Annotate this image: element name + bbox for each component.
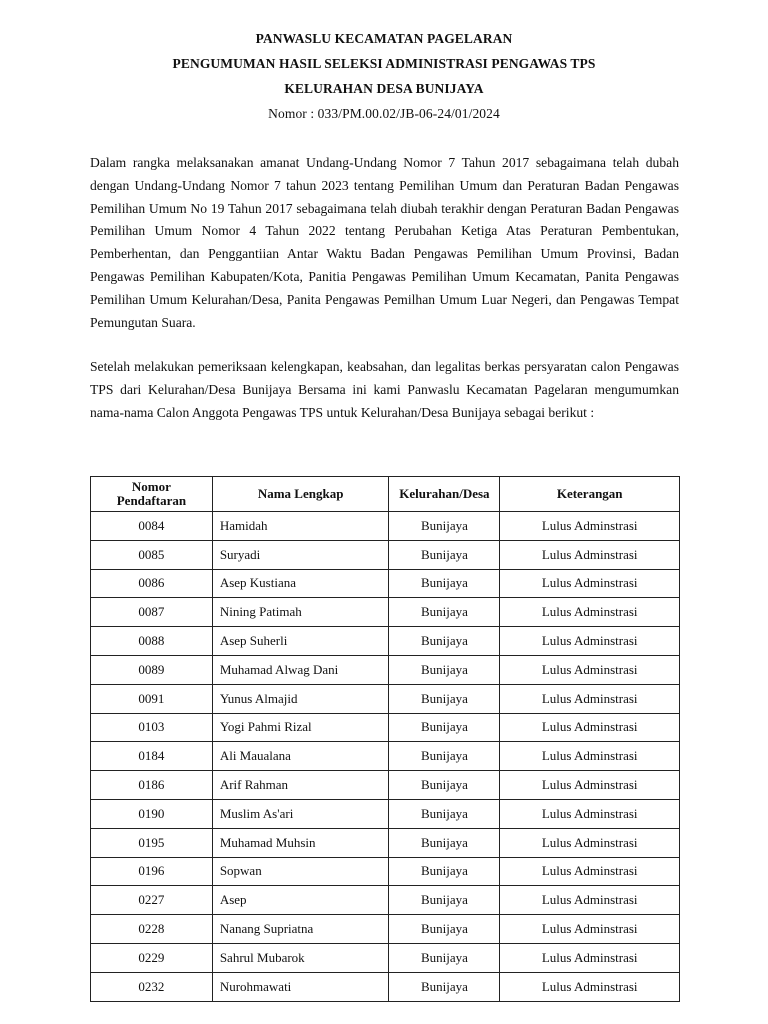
cell-desa: Bunijaya — [389, 943, 500, 972]
cell-keterangan: Lulus Adminstrasi — [500, 655, 680, 684]
table-row — [91, 598, 680, 627]
cell-nama: Asep Suherli — [212, 627, 389, 656]
header-keterangan: Keterangan — [500, 477, 680, 512]
cell-nama: Nining Patimah — [212, 598, 389, 627]
paragraph-legal-basis: Dalam rangka melaksanakan amanat Undang-Undang Nomor 7 Tahun 2017 sebagaimana telah dubah dengan Undang-Undang Nomor 7 tahun 2023 tentang Pemilihan Umum dan Peraturan Badan Pengawas Pemilihan Umum No 19 Tahun 2017 sebagaimana telah diubah terakhir dengan Peraturan Badan Pengawas Pemilihan Umum Nomor 4 Tahun 2022 tentang Perubahan Ketiga Atas Peraturan Pembentukan, Pemberhentan, dan Penggantiian Antar Waktu Badan Pengawas Pemilihan Umum Provinsi, Badan Pengawas Pemilihan Kabupaten/Kota, Panitia Pengawas Pemilihan Umum Kecamatan, Panita Pengawas Pemilihan Umum Kelurahan/Desa, Panita Pengawas Pemilhan Umum Luar Negeri, dan Pengawas Tempat Pemungutan Suara. — [90, 155, 679, 330]
cell-nomor: 0227 — [91, 886, 213, 915]
table-header-row — [91, 477, 680, 512]
table-row — [91, 828, 680, 857]
table-row — [91, 655, 680, 684]
cell-nama: Sahrul Mubarok — [212, 943, 389, 972]
cell-desa: Bunijaya — [389, 857, 500, 886]
cell-desa: Bunijaya — [389, 569, 500, 598]
cell-desa: Bunijaya — [389, 972, 500, 1001]
header-kelurahan-desa: Kelurahan/Desa — [389, 477, 500, 512]
cell-nama: Arif Rahman — [212, 771, 389, 800]
cell-desa: Bunijaya — [389, 540, 500, 569]
cell-desa: Bunijaya — [389, 742, 500, 771]
cell-desa: Bunijaya — [389, 713, 500, 742]
cell-nomor: 0186 — [91, 771, 213, 800]
header-nama-lengkap: Nama Lengkap — [212, 477, 389, 512]
table-row — [91, 915, 680, 944]
cell-nama: Muhamad Muhsin — [212, 828, 389, 857]
cell-keterangan: Lulus Adminstrasi — [500, 713, 680, 742]
cell-nomor: 0228 — [91, 915, 213, 944]
table-row — [91, 943, 680, 972]
table-row — [91, 742, 680, 771]
table-row — [91, 713, 680, 742]
table-row — [91, 540, 680, 569]
cell-nama: Asep — [212, 886, 389, 915]
cell-keterangan: Lulus Adminstrasi — [500, 598, 680, 627]
table-row — [91, 857, 680, 886]
cell-nomor: 0184 — [91, 742, 213, 771]
org-title: PANWASLU KECAMATAN PAGELARAN — [255, 31, 513, 46]
cell-nama: Muhamad Alwag Dani — [212, 655, 389, 684]
table-row — [91, 512, 680, 541]
cell-desa: Bunijaya — [389, 799, 500, 828]
cell-nomor: 0089 — [91, 655, 213, 684]
cell-nama: Nanang Supriatna — [212, 915, 389, 944]
cell-keterangan: Lulus Adminstrasi — [500, 512, 680, 541]
header-nomor-line2: Pendaftaran — [116, 493, 187, 508]
table-row — [91, 799, 680, 828]
header-nomor-pendaftaran — [91, 477, 213, 512]
header-nomor-line1: Nomor — [131, 479, 171, 494]
cell-desa: Bunijaya — [389, 828, 500, 857]
cell-desa: Bunijaya — [389, 655, 500, 684]
cell-keterangan: Lulus Adminstrasi — [500, 569, 680, 598]
cell-nama: Ali Maualana — [212, 742, 389, 771]
cell-nomor: 0190 — [91, 799, 213, 828]
cell-desa: Bunijaya — [389, 598, 500, 627]
cell-nama: Yunus Almajid — [212, 684, 389, 713]
cell-nama: Suryadi — [212, 540, 389, 569]
cell-keterangan: Lulus Adminstrasi — [500, 943, 680, 972]
cell-keterangan: Lulus Adminstrasi — [500, 742, 680, 771]
cell-nomor: 0087 — [91, 598, 213, 627]
cell-desa: Bunijaya — [389, 512, 500, 541]
cell-keterangan: Lulus Adminstrasi — [500, 540, 680, 569]
cell-nomor: 0088 — [91, 627, 213, 656]
cell-nama: Yogi Pahmi Rizal — [212, 713, 389, 742]
cell-desa: Bunijaya — [389, 771, 500, 800]
cell-nama: Nurohmawati — [212, 972, 389, 1001]
cell-nomor: 0086 — [91, 569, 213, 598]
cell-keterangan: Lulus Adminstrasi — [500, 857, 680, 886]
cell-desa: Bunijaya — [389, 915, 500, 944]
table-row — [91, 627, 680, 656]
cell-keterangan: Lulus Adminstrasi — [500, 627, 680, 656]
announcement-title: PENGUMUMAN HASIL SELEKSI ADMINISTRASI PENGAWAS TPS — [172, 56, 596, 71]
cell-nomor: 0085 — [91, 540, 213, 569]
cell-keterangan: Lulus Adminstrasi — [500, 684, 680, 713]
cell-nomor: 0195 — [91, 828, 213, 857]
cell-nomor: 0084 — [91, 512, 213, 541]
cell-nama: Sopwan — [212, 857, 389, 886]
cell-nomor: 0103 — [91, 713, 213, 742]
village-title: KELURAHAN DESA BUNIJAYA — [284, 81, 484, 96]
table-row — [91, 771, 680, 800]
results-table — [90, 476, 680, 1002]
cell-nomor: 0232 — [91, 972, 213, 1001]
cell-nomor: 0229 — [91, 943, 213, 972]
cell-nomor: 0091 — [91, 684, 213, 713]
cell-nama: Hamidah — [212, 512, 389, 541]
table-row — [91, 569, 680, 598]
cell-desa: Bunijaya — [389, 684, 500, 713]
paragraph-announcement: Setelah melakukan pemeriksaan kelengkapan, keabsahan, dan legalitas berkas persyaratan calon Pengawas TPS dari Kelurahan/Desa Bunijaya Bersama ini kami Panwaslu Kecamatan Pagelaran mengumumkan nama-nama Calon Anggota Pengawas TPS untuk Kelurahan/Desa Bunijaya sebagai berikut : — [90, 359, 679, 420]
cell-nomor: 0196 — [91, 857, 213, 886]
cell-keterangan: Lulus Adminstrasi — [500, 915, 680, 944]
cell-keterangan: Lulus Adminstrasi — [500, 799, 680, 828]
cell-keterangan: Lulus Adminstrasi — [500, 828, 680, 857]
cell-nama: Asep Kustiana — [212, 569, 389, 598]
table-row — [91, 684, 680, 713]
cell-nama: Muslim As'ari — [212, 799, 389, 828]
cell-desa: Bunijaya — [389, 886, 500, 915]
table-row — [91, 972, 680, 1001]
cell-keterangan: Lulus Adminstrasi — [500, 972, 680, 1001]
cell-desa: Bunijaya — [389, 627, 500, 656]
cell-keterangan: Lulus Adminstrasi — [500, 771, 680, 800]
document-number: Nomor : 033/PM.00.02/JB-06-24/01/2024 — [268, 106, 500, 121]
table-row — [91, 886, 680, 915]
cell-keterangan: Lulus Adminstrasi — [500, 886, 680, 915]
